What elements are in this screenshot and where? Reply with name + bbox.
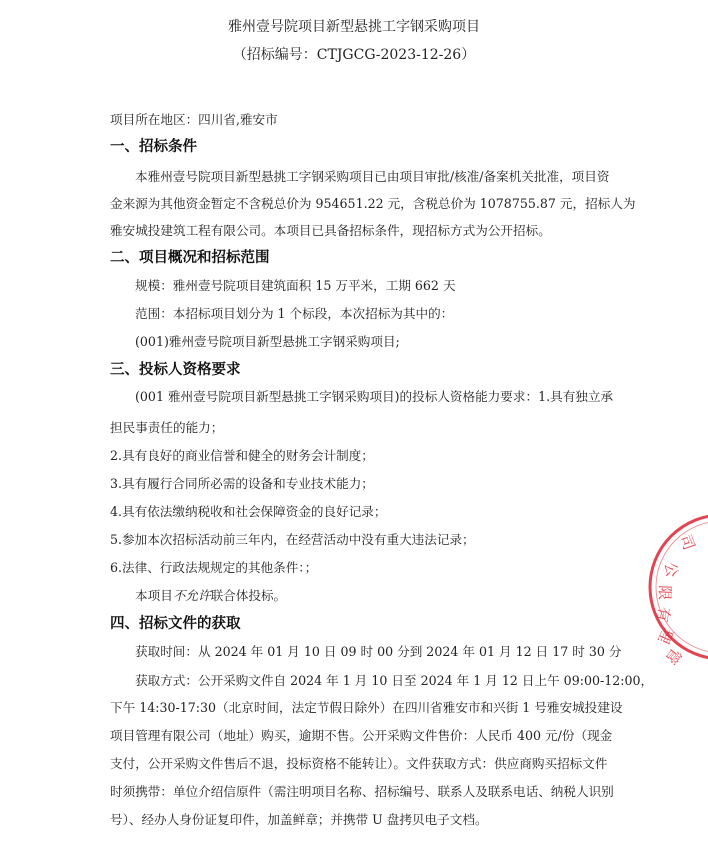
section-2-heading: 二、项目概况和招标范围 bbox=[110, 250, 270, 266]
svg-text:司: 司 bbox=[676, 532, 699, 553]
s4-line: 下午 14:30-17:30（北京时间，法定节假日除外）在四川省雅安市和兴街 1 号雅安城投建设 bbox=[110, 700, 623, 715]
tender-number: （招标编号：CTJGCG-2023-12-26） bbox=[232, 47, 476, 63]
consortium-post: 联合体投标。 bbox=[210, 588, 287, 603]
project-scale: 规模：雅州壹号院项目建筑面积 15 万平米，工期 662 天 bbox=[135, 278, 456, 293]
s4-line: 获取方式：公开采购文件自 2024 年 1 月 10 日至 2024 年 1 月 12 日上午 09:00-12:00， bbox=[135, 673, 654, 688]
svg-text:管: 管 bbox=[661, 644, 686, 668]
consortium-emphasis: 不允许 bbox=[172, 588, 211, 603]
svg-text:理: 理 bbox=[654, 625, 677, 647]
s3-line: 担民事责任的能力； bbox=[110, 420, 224, 435]
section-3-heading: 三、投标人资格要求 bbox=[110, 362, 241, 378]
s4-line: 支付，公开采购文件售后不退，投标资格不能转让）。文件获取方式：供应商购买招标文件 bbox=[110, 756, 608, 771]
s4-line: 号）、经办人身份证复印件，加盖鲜章；并携带 U 盘拷贝电子文档。 bbox=[110, 812, 488, 827]
consortium-pre: 本项目 bbox=[135, 588, 173, 603]
acquisition-time: 获取时间：从 2024 年 01 月 10 日 09 时 00 分到 2024 年 01 月 12 日 17 时 30 分 bbox=[135, 644, 622, 659]
document-title: 雅州壹号院项目新型悬挑工字钢采购项目 bbox=[228, 19, 480, 35]
company-seal-stamp bbox=[640, 505, 708, 685]
consortium-note bbox=[110, 588, 602, 604]
s3-line: (001 雅州壹号院项目新型悬挑工字钢采购项目)的投标人资格能力要求：1.具有独立承 bbox=[135, 389, 614, 404]
section-4-heading: 四、招标文件的获取 bbox=[110, 616, 241, 632]
requirement-3: 3.具有履行合同所必需的设备和专业技术能力； bbox=[110, 476, 374, 491]
requirement-4: 4.具有依法缴纳税收和社会保障资金的良好记录； bbox=[110, 504, 387, 519]
s4-line: 项目管理有限公司（地址）购买，逾期不售。公开采购文件售价：人民币 400 元/份（现金 bbox=[110, 728, 613, 743]
svg-text:限: 限 bbox=[655, 584, 674, 601]
s4-line: 时须携带：单位介绍信原件（需注明项目名称、招标编号、联系人及联系电话、纳税人识别 bbox=[110, 784, 614, 799]
requirement-5: 5.参加本次招标活动前三年内，在经营活动中没有重大违法记录； bbox=[110, 532, 475, 547]
lot-item: (001)雅州壹号院项目新型悬挑工字钢采购项目; bbox=[135, 334, 400, 349]
s1-line: 雅安城投建筑工程有限公司。本项目已具备招标条件，现招标方式为公开招标。 bbox=[110, 223, 551, 238]
requirement-6: 6.法律、行政法规规定的其他条件：； bbox=[110, 560, 318, 575]
s1-line: 本雅州壹号院项目新型悬挑工字钢采购项目已由项目审批/核准/备案机关批准，项目资 bbox=[135, 169, 610, 184]
s1-line: 金来源为其他资金暂定不含税总价为 954651.22 元，含税总价为 1078755.87 元，招标人为 bbox=[110, 196, 636, 211]
project-location: 项目所在地区：四川省,雅安市 bbox=[110, 112, 278, 127]
requirement-2: 2.具有良好的商业信誉和健全的财务会计制度； bbox=[110, 448, 374, 463]
project-scope: 范围：本招标项目划分为 1 个标段，本次招标为其中的： bbox=[135, 306, 454, 321]
section-1-heading: 一、招标条件 bbox=[110, 139, 197, 155]
svg-text:有: 有 bbox=[652, 605, 674, 624]
svg-text:公: 公 bbox=[661, 561, 681, 579]
